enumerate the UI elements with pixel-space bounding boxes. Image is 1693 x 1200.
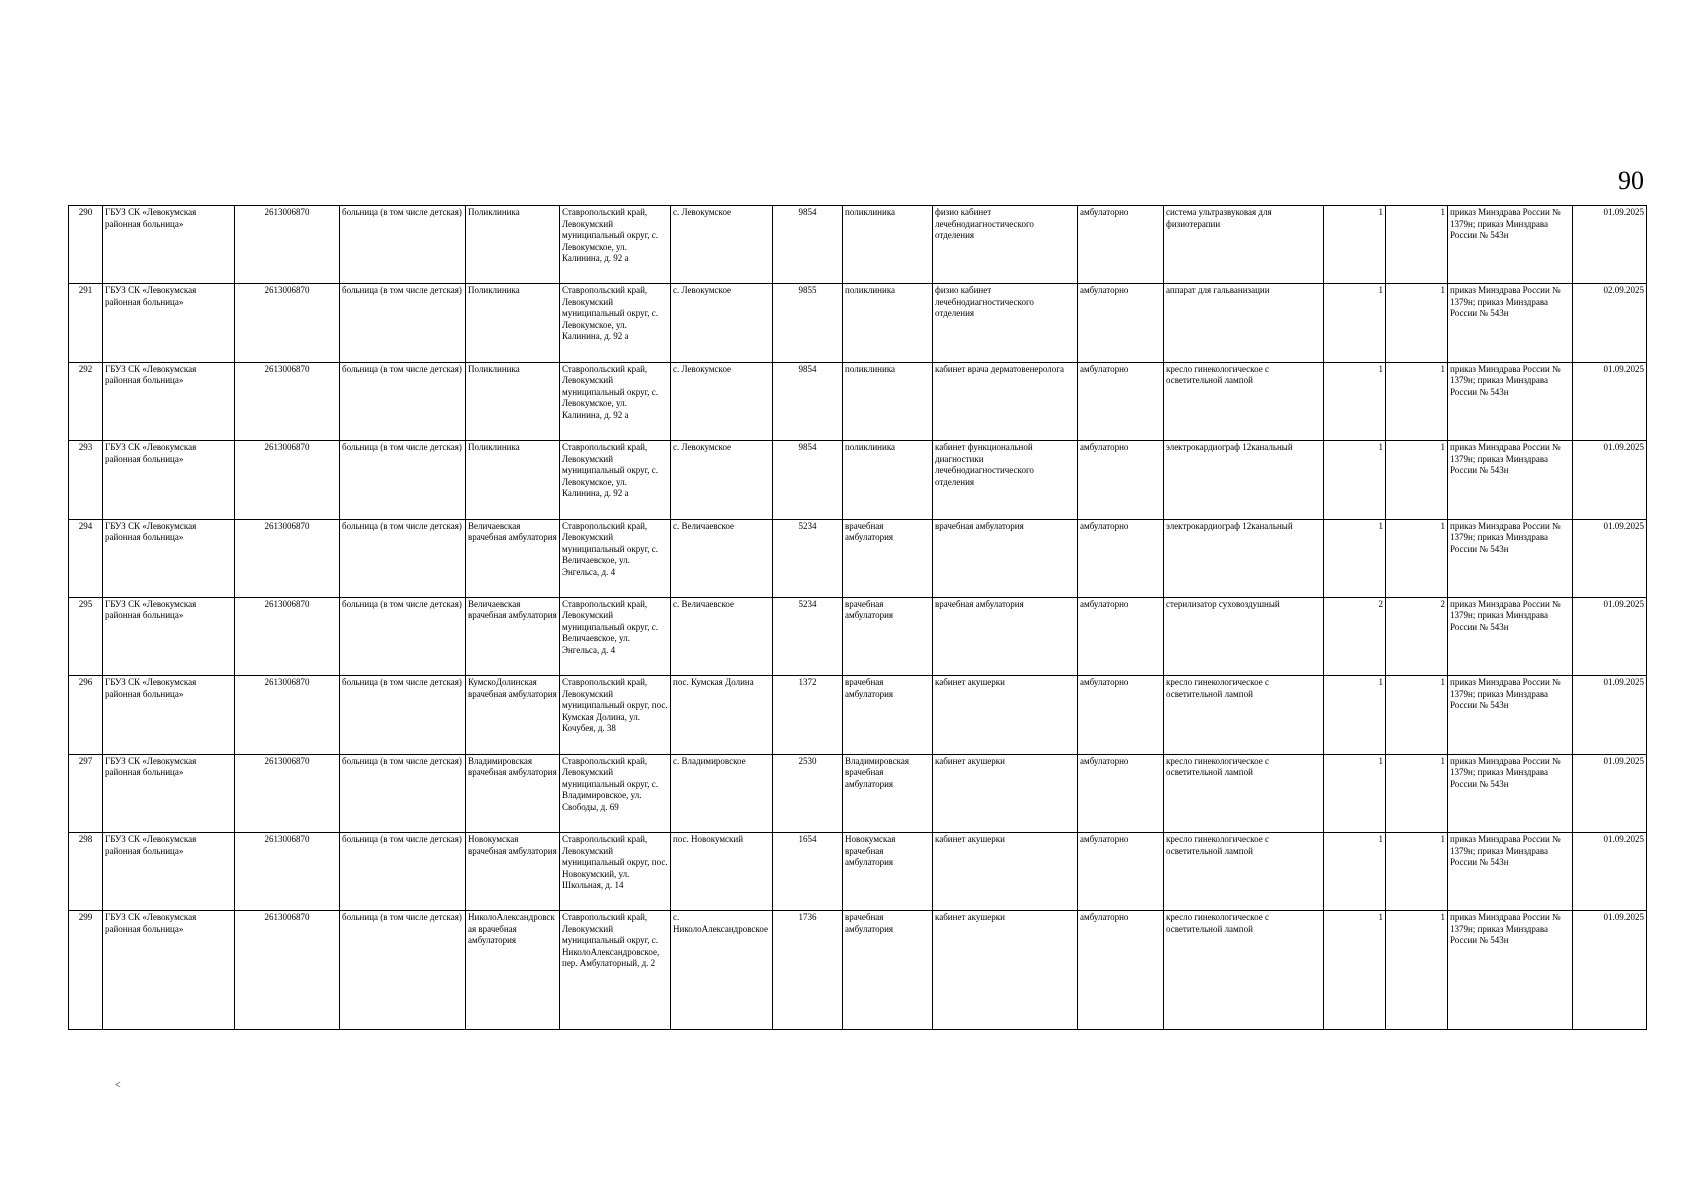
cell-quantity-plan: 1 [1386, 362, 1448, 440]
cell-address: Ставропольский край, Левокумский муниципальный округ, с. Левокумское, ул. Калинина, д. 92 а [560, 362, 671, 440]
cell-room: кабинет врача дерматовенеролога [933, 362, 1078, 440]
cell-population: 5234 [773, 597, 843, 675]
table-row [69, 911, 1647, 1030]
cell-population: 5234 [773, 519, 843, 597]
cell-order: приказ Минздрава России № 1379н; приказ Минздрава России № 543н [1448, 754, 1573, 832]
cell-quantity-need: 1 [1324, 206, 1386, 284]
cell-address: Ставропольский край, Левокумский муниципальный округ, с. НиколоАлександровское, пер. Амбулаторный, д. 2 [560, 911, 671, 1030]
cell-unit: поликлиника [843, 362, 933, 440]
cell-equipment: кресло гинекологическое с осветительной лампой [1164, 362, 1324, 440]
cell-organization: ГБУЗ СК «Левокумская районная больница» [103, 754, 235, 832]
cell-facility-type: больница (в том числе детская) [340, 833, 466, 911]
cell-locality: с. НиколоАлександровское [671, 911, 773, 1030]
cell-facility-type: больница (в том числе детская) [340, 754, 466, 832]
cell-quantity-plan: 1 [1386, 441, 1448, 519]
cell-quantity-need: 2 [1324, 597, 1386, 675]
cell-care-type: амбулаторно [1078, 911, 1164, 1030]
cell-date: 01.09.2025 [1573, 754, 1647, 832]
cell-population: 9854 [773, 441, 843, 519]
cell-quantity-need: 1 [1324, 676, 1386, 754]
cell-population: 1654 [773, 833, 843, 911]
cell-date: 01.09.2025 [1573, 676, 1647, 754]
table-body [69, 206, 1647, 1030]
table-row [69, 754, 1647, 832]
table-row [69, 441, 1647, 519]
cell-facility-type: больница (в том числе детская) [340, 206, 466, 284]
cell-quantity-need: 1 [1324, 441, 1386, 519]
cell-inn: 2613006870 [235, 833, 340, 911]
scan-mark: ˂ [115, 1080, 121, 1091]
cell-subdivision: КумскоДолинская врачебная амбулатория [466, 676, 560, 754]
cell-facility-type: больница (в том числе детская) [340, 597, 466, 675]
cell-locality: с. Левокумское [671, 441, 773, 519]
cell-care-type: амбулаторно [1078, 833, 1164, 911]
cell-quantity-plan: 2 [1386, 597, 1448, 675]
cell-row-number: 293 [69, 441, 103, 519]
cell-organization: ГБУЗ СК «Левокумская районная больница» [103, 441, 235, 519]
cell-facility-type: больница (в том числе детская) [340, 911, 466, 1030]
cell-subdivision: НиколоАлександровская врачебная амбулатория [466, 911, 560, 1030]
page-number: 90 [1618, 166, 1644, 195]
cell-organization: ГБУЗ СК «Левокумская районная больница» [103, 362, 235, 440]
cell-quantity-plan: 1 [1386, 754, 1448, 832]
cell-subdivision: Владимировская врачебная амбулатория [466, 754, 560, 832]
cell-row-number: 297 [69, 754, 103, 832]
cell-order: приказ Минздрава России № 1379н; приказ Минздрава России № 543н [1448, 911, 1573, 1030]
cell-unit: врачебная амбулатория [843, 597, 933, 675]
table-row [69, 597, 1647, 675]
cell-date: 01.09.2025 [1573, 362, 1647, 440]
cell-quantity-plan: 1 [1386, 519, 1448, 597]
cell-order: приказ Минздрава России № 1379н; приказ Минздрава России № 543н [1448, 676, 1573, 754]
table-row [69, 833, 1647, 911]
cell-locality: с. Величаевское [671, 597, 773, 675]
cell-organization: ГБУЗ СК «Левокумская районная больница» [103, 911, 235, 1030]
cell-subdivision: Величаевская врачебная амбулатория [466, 519, 560, 597]
cell-date: 01.09.2025 [1573, 911, 1647, 1030]
cell-inn: 2613006870 [235, 519, 340, 597]
cell-address: Ставропольский край, Левокумский муниципальный округ, с. Величаевское, ул. Энгельса, д. 4 [560, 597, 671, 675]
table-row [69, 284, 1647, 362]
cell-equipment: кресло гинекологическое с осветительной лампой [1164, 676, 1324, 754]
cell-equipment: кресло гинекологическое с осветительной лампой [1164, 833, 1324, 911]
table-row [69, 676, 1647, 754]
cell-room: кабинет функциональной диагностики лечебнодиагностического отделения [933, 441, 1078, 519]
table-row [69, 206, 1647, 284]
cell-address: Ставропольский край, Левокумский муниципальный округ, пос. Кумская Долина, ул. Кочубея, д. 38 [560, 676, 671, 754]
cell-row-number: 290 [69, 206, 103, 284]
cell-population: 1372 [773, 676, 843, 754]
cell-room: врачебная амбулатория [933, 597, 1078, 675]
cell-inn: 2613006870 [235, 441, 340, 519]
cell-order: приказ Минздрава России № 1379н; приказ Минздрава России № 543н [1448, 362, 1573, 440]
cell-quantity-need: 1 [1324, 284, 1386, 362]
cell-organization: ГБУЗ СК «Левокумская районная больница» [103, 206, 235, 284]
cell-locality: с. Величаевское [671, 519, 773, 597]
cell-locality: с. Левокумское [671, 284, 773, 362]
cell-inn: 2613006870 [235, 206, 340, 284]
cell-care-type: амбулаторно [1078, 206, 1164, 284]
cell-equipment: аппарат для гальванизации [1164, 284, 1324, 362]
cell-address: Ставропольский край, Левокумский муниципальный округ, с. Левокумское, ул. Калинина, д. 92 а [560, 206, 671, 284]
cell-room: физио кабинет лечебнодиагностического отделения [933, 206, 1078, 284]
cell-equipment: электрокардиограф 12канальный [1164, 441, 1324, 519]
cell-row-number: 299 [69, 911, 103, 1030]
cell-care-type: амбулаторно [1078, 676, 1164, 754]
cell-population: 1736 [773, 911, 843, 1030]
cell-row-number: 295 [69, 597, 103, 675]
cell-unit: Владимировская врачебная амбулатория [843, 754, 933, 832]
cell-locality: с. Левокумское [671, 206, 773, 284]
cell-facility-type: больница (в том числе детская) [340, 362, 466, 440]
cell-care-type: амбулаторно [1078, 519, 1164, 597]
cell-care-type: амбулаторно [1078, 284, 1164, 362]
cell-unit: поликлиника [843, 284, 933, 362]
cell-order: приказ Минздрава России № 1379н; приказ Минздрава России № 543н [1448, 206, 1573, 284]
cell-subdivision: Поликлиника [466, 441, 560, 519]
cell-population: 9854 [773, 362, 843, 440]
cell-inn: 2613006870 [235, 362, 340, 440]
cell-order: приказ Минздрава России № 1379н; приказ Минздрава России № 543н [1448, 284, 1573, 362]
cell-date: 01.09.2025 [1573, 597, 1647, 675]
cell-equipment: электрокардиограф 12канальный [1164, 519, 1324, 597]
cell-quantity-plan: 1 [1386, 206, 1448, 284]
cell-order: приказ Минздрава России № 1379н; приказ Минздрава России № 543н [1448, 833, 1573, 911]
cell-equipment: кресло гинекологическое с осветительной лампой [1164, 911, 1324, 1030]
cell-equipment: кресло гинекологическое с осветительной лампой [1164, 754, 1324, 832]
cell-date: 01.09.2025 [1573, 833, 1647, 911]
cell-subdivision: Поликлиника [466, 362, 560, 440]
cell-quantity-need: 1 [1324, 754, 1386, 832]
cell-unit: врачебная амбулатория [843, 519, 933, 597]
cell-inn: 2613006870 [235, 676, 340, 754]
cell-organization: ГБУЗ СК «Левокумская районная больница» [103, 519, 235, 597]
cell-quantity-need: 1 [1324, 833, 1386, 911]
cell-care-type: амбулаторно [1078, 362, 1164, 440]
cell-inn: 2613006870 [235, 911, 340, 1030]
cell-organization: ГБУЗ СК «Левокумская районная больница» [103, 833, 235, 911]
cell-facility-type: больница (в том числе детская) [340, 441, 466, 519]
cell-locality: с. Владимировское [671, 754, 773, 832]
cell-population: 9854 [773, 206, 843, 284]
cell-room: кабинет акушерки [933, 676, 1078, 754]
cell-unit: Новокумская врачебная амбулатория [843, 833, 933, 911]
cell-subdivision: Новокумская врачебная амбулатория [466, 833, 560, 911]
cell-date: 01.09.2025 [1573, 206, 1647, 284]
cell-order: приказ Минздрава России № 1379н; приказ Минздрава России № 543н [1448, 441, 1573, 519]
cell-facility-type: больница (в том числе детская) [340, 676, 466, 754]
cell-care-type: амбулаторно [1078, 754, 1164, 832]
table-row [69, 519, 1647, 597]
cell-room: кабинет акушерки [933, 754, 1078, 832]
cell-organization: ГБУЗ СК «Левокумская районная больница» [103, 597, 235, 675]
cell-date: 01.09.2025 [1573, 441, 1647, 519]
cell-locality: пос. Кумская Долина [671, 676, 773, 754]
cell-date: 02.09.2025 [1573, 284, 1647, 362]
cell-quantity-need: 1 [1324, 911, 1386, 1030]
equipment-table [68, 205, 1647, 1030]
cell-facility-type: больница (в том числе детская) [340, 284, 466, 362]
cell-row-number: 298 [69, 833, 103, 911]
cell-locality: пос. Новокумский [671, 833, 773, 911]
cell-unit: врачебная амбулатория [843, 676, 933, 754]
cell-quantity-plan: 1 [1386, 676, 1448, 754]
table-row [69, 362, 1647, 440]
cell-subdivision: Величаевская врачебная амбулатория [466, 597, 560, 675]
cell-organization: ГБУЗ СК «Левокумская районная больница» [103, 284, 235, 362]
cell-quantity-plan: 1 [1386, 911, 1448, 1030]
cell-row-number: 294 [69, 519, 103, 597]
cell-care-type: амбулаторно [1078, 597, 1164, 675]
cell-quantity-need: 1 [1324, 362, 1386, 440]
cell-equipment: система ультразвуковая для физиотерапии [1164, 206, 1324, 284]
cell-care-type: амбулаторно [1078, 441, 1164, 519]
cell-room: врачебная амбулатория [933, 519, 1078, 597]
cell-subdivision: Поликлиника [466, 284, 560, 362]
cell-address: Ставропольский край, Левокумский муниципальный округ, с. Левокумское, ул. Калинина, д. 92 а [560, 284, 671, 362]
cell-row-number: 291 [69, 284, 103, 362]
cell-population: 2530 [773, 754, 843, 832]
cell-quantity-plan: 1 [1386, 284, 1448, 362]
cell-room: физио кабинет лечебнодиагностического отделения [933, 284, 1078, 362]
cell-row-number: 296 [69, 676, 103, 754]
cell-facility-type: больница (в том числе детская) [340, 519, 466, 597]
cell-equipment: стерилизатор суховоздушный [1164, 597, 1324, 675]
cell-subdivision: Поликлиника [466, 206, 560, 284]
cell-unit: поликлиника [843, 206, 933, 284]
cell-inn: 2613006870 [235, 597, 340, 675]
cell-inn: 2613006870 [235, 754, 340, 832]
cell-locality: с. Левокумское [671, 362, 773, 440]
cell-address: Ставропольский край, Левокумский муниципальный округ, с. Величаевское, ул. Энгельса, д. 4 [560, 519, 671, 597]
cell-date: 01.09.2025 [1573, 519, 1647, 597]
cell-order: приказ Минздрава России № 1379н; приказ Минздрава России № 543н [1448, 597, 1573, 675]
cell-inn: 2613006870 [235, 284, 340, 362]
cell-quantity-need: 1 [1324, 519, 1386, 597]
cell-room: кабинет акушерки [933, 911, 1078, 1030]
cell-population: 9855 [773, 284, 843, 362]
cell-room: кабинет акушерки [933, 833, 1078, 911]
cell-unit: поликлиника [843, 441, 933, 519]
cell-quantity-plan: 1 [1386, 833, 1448, 911]
cell-row-number: 292 [69, 362, 103, 440]
cell-order: приказ Минздрава России № 1379н; приказ Минздрава России № 543н [1448, 519, 1573, 597]
cell-address: Ставропольский край, Левокумский муниципальный округ, с. Левокумское, ул. Калинина, д. 92 а [560, 441, 671, 519]
cell-address: Ставропольский край, Левокумский муниципальный округ, с. Владимировское, ул. Свободы, д. 69 [560, 754, 671, 832]
cell-address: Ставропольский край, Левокумский муниципальный округ, пос. Новокумский, ул. Школьная, д. 14 [560, 833, 671, 911]
cell-unit: врачебная амбулатория [843, 911, 933, 1030]
cell-organization: ГБУЗ СК «Левокумская районная больница» [103, 676, 235, 754]
